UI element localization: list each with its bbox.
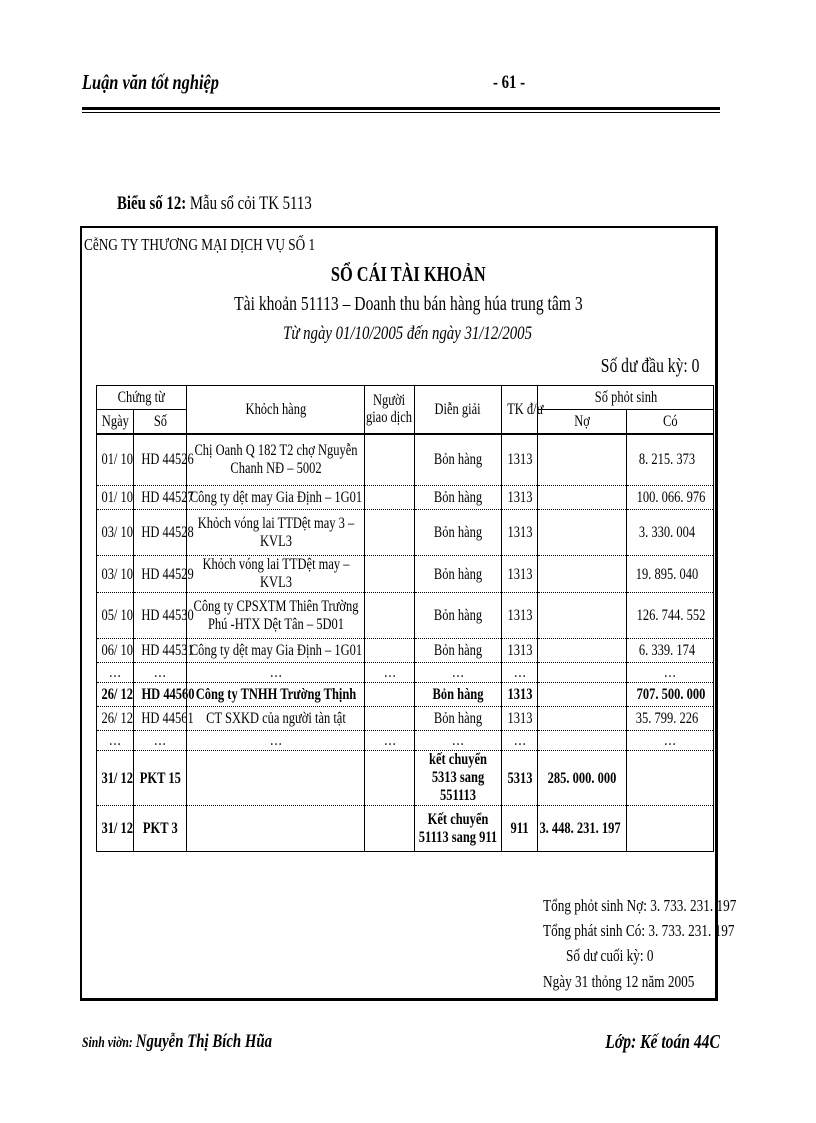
cell-description: Bỏn hàng xyxy=(415,486,502,510)
header-so-phat-sinh: Số phỏt sinh xyxy=(538,386,714,410)
cell-counterparty xyxy=(365,806,415,852)
cell-counterparty xyxy=(365,683,415,707)
cell-customer: Công ty dệt may Gia Định – 1G01 xyxy=(187,486,365,510)
cell-debit xyxy=(538,707,627,731)
cell-doc-number: HD 44530 xyxy=(134,593,187,639)
ledger-date-range: Từ ngày 01/10/2005 đến ngày 31/12/2005 xyxy=(283,323,533,344)
cell-credit: 6. 339. 174 xyxy=(627,639,714,663)
total-credit: Tổng phát sinh Có: 3. 733. 231. 197 xyxy=(543,921,735,940)
signing-date: Ngày 31 thỏng 12 năm 2005 xyxy=(543,972,695,991)
cell-counterparty xyxy=(365,486,415,510)
cell-description: Bỏn hàng xyxy=(415,683,502,707)
header-chung-tu: Chứng từ xyxy=(97,386,187,410)
header-ngay: Ngày xyxy=(97,410,134,434)
cell-account: 1313 xyxy=(502,593,538,639)
header-nguoi-giao-dich: Người giao dịch xyxy=(365,386,415,434)
cell-counterparty xyxy=(365,593,415,639)
table-row xyxy=(97,707,714,731)
cell-debit xyxy=(538,486,627,510)
cell-doc-number: HD 44531 xyxy=(134,639,187,663)
header-no: Nợ xyxy=(538,410,627,434)
cell-debit xyxy=(538,510,627,556)
cell-customer: … xyxy=(187,663,365,683)
cell-account: 1313 xyxy=(502,486,538,510)
cell-description: Kết chuyển 51113 sang 911 xyxy=(415,806,502,852)
cell-doc-number: PKT 15 xyxy=(134,751,187,806)
cell-customer xyxy=(187,806,365,852)
cell-counterparty xyxy=(365,751,415,806)
cell-date: 26/ 12 xyxy=(97,683,134,707)
cell-date: 01/ 10 xyxy=(97,486,134,510)
cell-debit xyxy=(538,434,627,486)
table-row xyxy=(97,486,714,510)
cell-description: … xyxy=(415,731,502,751)
cell-doc-number: HD 44528 xyxy=(134,510,187,556)
table-row xyxy=(97,806,714,852)
cell-customer: Khỏch vóng lai TTDệt may 3 – KVL3 xyxy=(187,510,365,556)
cell-description: Bỏn hàng xyxy=(415,639,502,663)
cell-date: 01/ 10 xyxy=(97,434,134,486)
cell-customer: Công ty TNHH Trường Thịnh xyxy=(187,683,365,707)
cell-account: 5313 xyxy=(502,751,538,806)
cell-date: 05/ 10 xyxy=(97,593,134,639)
cell-account: … xyxy=(502,663,538,683)
table-row xyxy=(97,683,714,707)
cell-customer: Công ty CPSXTM Thiên Trường Phú -HTX Dệt Tân – 5D01 xyxy=(187,593,365,639)
cell-doc-number: HD 44529 xyxy=(134,556,187,593)
cell-credit xyxy=(627,751,714,806)
cell-date: … xyxy=(97,731,134,751)
cell-account: 1313 xyxy=(502,707,538,731)
cell-debit xyxy=(538,556,627,593)
cell-credit: 8. 215. 373 xyxy=(627,434,714,486)
page-number: - 61 - xyxy=(493,72,526,93)
header-so: Số xyxy=(134,410,187,434)
cell-account: 1313 xyxy=(502,434,538,486)
cell-account: 1313 xyxy=(502,510,538,556)
ledger-body xyxy=(97,434,714,852)
cell-counterparty xyxy=(365,510,415,556)
cell-customer: Khỏch vóng lai TTDệt may – KVL3 xyxy=(187,556,365,593)
cell-date: 31/ 12 xyxy=(97,751,134,806)
cell-credit: 35. 799. 226 xyxy=(627,707,714,731)
cell-credit xyxy=(627,806,714,852)
table-row xyxy=(97,593,714,639)
header-rule-thin xyxy=(82,112,720,113)
cell-date: 03/ 10 xyxy=(97,556,134,593)
cell-doc-number: … xyxy=(134,731,187,751)
header-co: Có xyxy=(627,410,714,434)
cell-date: 03/ 10 xyxy=(97,510,134,556)
table-row xyxy=(97,556,714,593)
cell-doc-number: HD 44560 xyxy=(134,683,187,707)
cell-credit: 3. 330. 004 xyxy=(627,510,714,556)
table-row xyxy=(97,731,714,751)
thesis-header-title: Luận văn tốt nghiệp xyxy=(82,70,219,94)
table-row xyxy=(97,434,714,486)
cell-counterparty xyxy=(365,639,415,663)
table-row xyxy=(97,639,714,663)
cell-customer: Công ty dệt may Gia Định – 1G01 xyxy=(187,639,365,663)
cell-doc-number: … xyxy=(134,663,187,683)
table-row xyxy=(97,510,714,556)
cell-doc-number: PKT 3 xyxy=(134,806,187,852)
caption-label: Biểu số 12: xyxy=(117,193,187,214)
cell-date: 26/ 12 xyxy=(97,707,134,731)
cell-customer: … xyxy=(187,731,365,751)
cell-doc-number: HD 44527 xyxy=(134,486,187,510)
ledger-subtitle: Tài khoản 51113 – Doanh thu bán hàng húa trung tâm 3 xyxy=(233,293,583,315)
figure-caption xyxy=(117,193,367,215)
cell-counterparty xyxy=(365,434,415,486)
cell-debit xyxy=(538,593,627,639)
opening-balance: Số dư đầu kỳ: 0 xyxy=(600,355,699,377)
cell-credit: 100. 066. 976 xyxy=(627,486,714,510)
cell-debit xyxy=(538,663,627,683)
cell-debit: 3. 448. 231. 197 xyxy=(538,806,627,852)
header-rule-thick xyxy=(82,107,720,110)
cell-account: 1313 xyxy=(502,556,538,593)
cell-counterparty xyxy=(365,707,415,731)
cell-counterparty: … xyxy=(365,731,415,751)
cell-customer xyxy=(187,751,365,806)
cell-doc-number: HD 44526 xyxy=(134,434,187,486)
company-name: CễNG TY THƯƠNG MẠI DỊCH VỤ SỐ 1 xyxy=(84,235,316,254)
footer-student xyxy=(82,1031,326,1053)
cell-debit: 285. 000. 000 xyxy=(538,751,627,806)
cell-customer: CT SXKD của người tàn tật xyxy=(187,707,365,731)
cell-debit xyxy=(538,731,627,751)
student-name: Nguyễn Thị Bích Hũa xyxy=(135,1031,273,1052)
cell-debit xyxy=(538,639,627,663)
header-khach-hang: Khỏch hàng xyxy=(187,386,365,434)
cell-description: Bỏn hàng xyxy=(415,593,502,639)
ledger-title: SỔ CÁI TÀI KHOẢN xyxy=(330,262,486,286)
cell-account: 1313 xyxy=(502,683,538,707)
cell-counterparty: … xyxy=(365,663,415,683)
cell-description: Bỏn hàng xyxy=(415,434,502,486)
header-tk-doi-ung: TK đ/ư xyxy=(502,386,538,434)
header-dien-giai: Diễn giải xyxy=(415,386,502,434)
cell-account: … xyxy=(502,731,538,751)
cell-credit: 126. 744. 552 xyxy=(627,593,714,639)
cell-description: kết chuyển 5313 sang 551113 xyxy=(415,751,502,806)
cell-account: 1313 xyxy=(502,639,538,663)
cell-description: Bỏn hàng xyxy=(415,707,502,731)
cell-credit: 707. 500. 000 xyxy=(627,683,714,707)
cell-date: … xyxy=(97,663,134,683)
cell-debit xyxy=(538,683,627,707)
closing-balance: Số dư cuối kỳ: 0 xyxy=(566,946,654,965)
table-row xyxy=(97,663,714,683)
cell-credit: 19. 895. 040 xyxy=(627,556,714,593)
cell-date: 06/ 10 xyxy=(97,639,134,663)
cell-account: 911 xyxy=(502,806,538,852)
cell-credit: … xyxy=(627,663,714,683)
cell-doc-number: HD 44561 xyxy=(134,707,187,731)
student-label: Sinh viờn: xyxy=(82,1035,136,1051)
ledger-table xyxy=(96,385,714,852)
cell-counterparty xyxy=(365,556,415,593)
cell-credit: … xyxy=(627,731,714,751)
total-debit: Tổng phỏt sinh Nợ: 3. 733. 231. 197 xyxy=(543,896,737,915)
cell-description: Bỏn hàng xyxy=(415,556,502,593)
caption-text: Mẫu sổ cỏi TK 5113 xyxy=(186,193,312,214)
footer-class: Lớp: Kế toán 44C xyxy=(605,1031,720,1053)
cell-description: Bỏn hàng xyxy=(415,510,502,556)
cell-customer: Chị Oanh Q 182 T2 chợ Nguyễn Chanh NĐ – 5002 xyxy=(187,434,365,486)
table-row xyxy=(97,751,714,806)
cell-description: … xyxy=(415,663,502,683)
cell-date: 31/ 12 xyxy=(97,806,134,852)
